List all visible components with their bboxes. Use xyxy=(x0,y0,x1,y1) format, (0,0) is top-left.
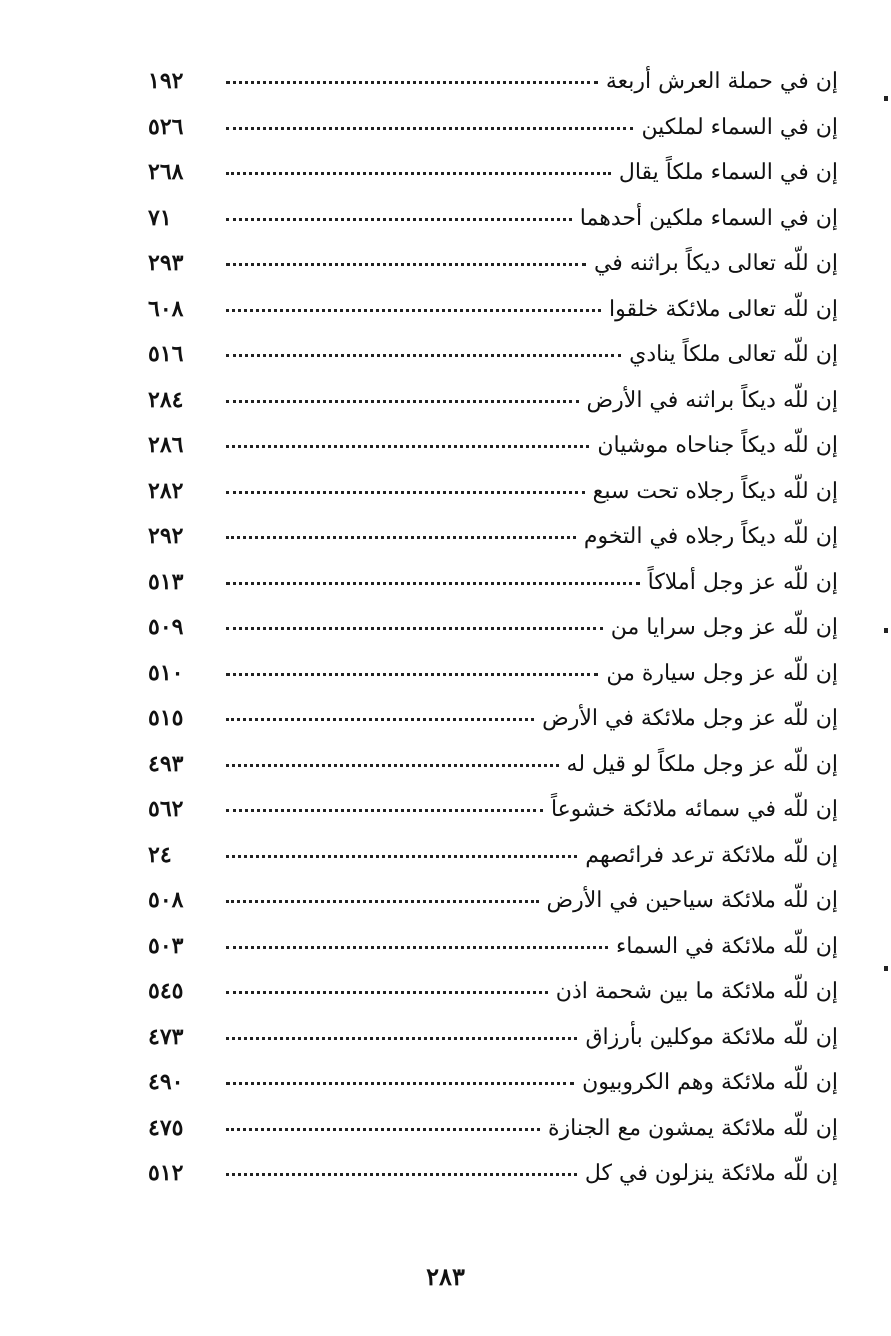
index-entry xyxy=(148,477,838,526)
entry-text: إن للّه ملائكة سياحين في الأرض xyxy=(546,888,838,913)
entry-page-ref: ٢٦٨ xyxy=(148,159,184,185)
entry-page-ref: ٥٠٣ xyxy=(148,932,184,959)
entry-page-ref: ٢٨٤ xyxy=(148,386,184,413)
index-entry xyxy=(148,434,838,480)
dot-leader xyxy=(226,536,576,539)
index-entry xyxy=(148,750,838,799)
dot-leader xyxy=(226,991,548,994)
dot-leader xyxy=(226,582,640,585)
entry-text: إن للّه تعالى ديكاً براثنه في xyxy=(593,251,838,276)
entry-page-ref: ٥١٥ xyxy=(148,705,184,731)
entry-page-ref: ٢٨٦ xyxy=(148,432,184,458)
dot-leader xyxy=(226,1128,540,1131)
entry-text: إن في حملة العرش أربعة xyxy=(605,69,838,94)
entry-text: إن للّه ملائكة ما بين شحمة اذن xyxy=(555,979,838,1004)
entry-page-ref: ٥٠٩ xyxy=(148,614,184,640)
entry-text: إن للّه ديكاً براثنه في الأرض xyxy=(586,387,838,413)
index-entry xyxy=(148,343,838,389)
entry-page-ref: ٥١٦ xyxy=(148,341,184,367)
entry-page-ref: ٤٧٣ xyxy=(148,1023,184,1050)
entry-text: إن للّه تعالى ملكاً ينادي xyxy=(629,342,838,367)
entry-text: إن للّه ديكاً رجلاه في التخوم xyxy=(583,524,838,549)
entry-text: إن في السماء ملكاً يقال xyxy=(618,160,838,185)
entry-page-ref: ٢٩٢ xyxy=(148,523,184,549)
index-entry-list xyxy=(148,70,838,1208)
entry-text: إن للّه عز وجل أملاكاً xyxy=(647,569,838,595)
entry-text: إن للّه ملائكة يمشون مع الجنازة xyxy=(548,1115,838,1141)
dot-leader xyxy=(226,809,543,812)
entry-text: إن للّه في سمائه ملائكة خشوعاً xyxy=(550,797,838,822)
entry-page-ref: ٥١٢ xyxy=(148,1160,184,1186)
dot-leader xyxy=(226,1173,577,1176)
entry-page-ref: ٢٨٢ xyxy=(148,477,184,504)
index-entry xyxy=(148,889,838,935)
entry-page-ref: ٧١ xyxy=(148,204,172,231)
index-entry xyxy=(148,1114,838,1163)
index-entry xyxy=(148,525,838,571)
index-entry xyxy=(148,932,838,981)
entry-page-ref: ٥٠٨ xyxy=(148,887,184,913)
index-entry xyxy=(148,980,838,1026)
dot-leader xyxy=(226,855,577,858)
dot-leader xyxy=(226,172,611,175)
entry-text: إن للّه عز وجل سرايا من xyxy=(610,615,838,640)
entry-page-ref: ٤٩٠ xyxy=(148,1069,184,1095)
dot-leader xyxy=(226,1037,577,1040)
index-entry xyxy=(148,295,838,344)
index-entry xyxy=(148,204,838,253)
entry-page-ref: ٤٩٣ xyxy=(148,750,184,777)
dot-leader xyxy=(226,445,589,448)
index-entry xyxy=(148,386,838,435)
margin-mark xyxy=(884,966,888,971)
index-entry xyxy=(148,659,838,708)
dot-leader xyxy=(226,400,579,403)
entry-text: إن للّه ديكاً رجلاه تحت سبع xyxy=(592,478,838,504)
dot-leader xyxy=(226,1082,574,1085)
dot-leader xyxy=(226,309,601,312)
index-entry xyxy=(148,1023,838,1072)
dot-leader xyxy=(226,673,598,676)
dot-leader xyxy=(226,263,586,266)
entry-text: إن للّه ملائكة ينزلون في كل xyxy=(584,1161,838,1186)
dot-leader xyxy=(226,218,572,221)
dot-leader xyxy=(226,627,603,630)
entry-text: إن في السماء لملكين xyxy=(641,114,838,140)
index-entry xyxy=(148,1162,838,1208)
dot-leader xyxy=(226,900,539,903)
dot-leader xyxy=(226,81,598,84)
entry-page-ref: ٦٠٨ xyxy=(148,295,184,322)
index-entry xyxy=(148,113,838,162)
entry-text: إن للّه عز وجل سيارة من xyxy=(606,660,838,686)
dot-leader xyxy=(226,946,608,949)
margin-mark xyxy=(884,96,888,101)
dot-leader xyxy=(226,764,559,767)
entry-text: إن للّه ديكاً جناحاه موشيان xyxy=(597,433,838,458)
index-entry xyxy=(148,568,838,617)
entry-page-ref: ٥١٠ xyxy=(148,659,184,686)
entry-page-ref: ٢٤ xyxy=(148,841,172,868)
dot-leader xyxy=(226,127,633,130)
page-number: ٢٨٣ xyxy=(426,1262,465,1291)
index-entry xyxy=(148,841,838,890)
index-entry xyxy=(148,252,838,298)
entry-page-ref: ١٩٢ xyxy=(148,68,184,94)
index-entry xyxy=(148,1071,838,1117)
entry-page-ref: ٥٤٥ xyxy=(148,978,184,1004)
margin-mark xyxy=(884,628,888,633)
index-entry xyxy=(148,70,838,116)
dot-leader xyxy=(226,491,585,494)
entry-text: إن للّه عز وجل ملائكة في الأرض xyxy=(542,706,838,731)
entry-text: إن للّه ملائكة موكلين بأرزاق xyxy=(585,1024,838,1050)
entry-page-ref: ٥١٣ xyxy=(148,568,184,595)
dot-leader xyxy=(226,354,621,357)
entry-text: إن للّه ملائكة في السماء xyxy=(615,933,838,959)
index-entry xyxy=(148,707,838,753)
entry-page-ref: ٥٦٢ xyxy=(148,796,184,822)
index-entry xyxy=(148,161,838,207)
entry-page-ref: ٤٧٥ xyxy=(148,1114,184,1141)
entry-text: إن للّه ملائكة وهم الكروبيون xyxy=(582,1070,838,1095)
index-entry xyxy=(148,616,838,662)
entry-page-ref: ٥٢٦ xyxy=(148,113,184,140)
index-entry xyxy=(148,798,838,844)
entry-text: إن للّه ملائكة ترعد فرائصهم xyxy=(585,842,838,868)
entry-text: إن في السماء ملكين أحدهما xyxy=(579,205,838,231)
entry-page-ref: ٢٩٣ xyxy=(148,250,184,276)
dot-leader xyxy=(226,718,534,721)
entry-text: إن للّه تعالى ملائكة خلقوا xyxy=(609,296,838,322)
entry-text: إن للّه عز وجل ملكاً لو قيل له xyxy=(566,751,838,777)
